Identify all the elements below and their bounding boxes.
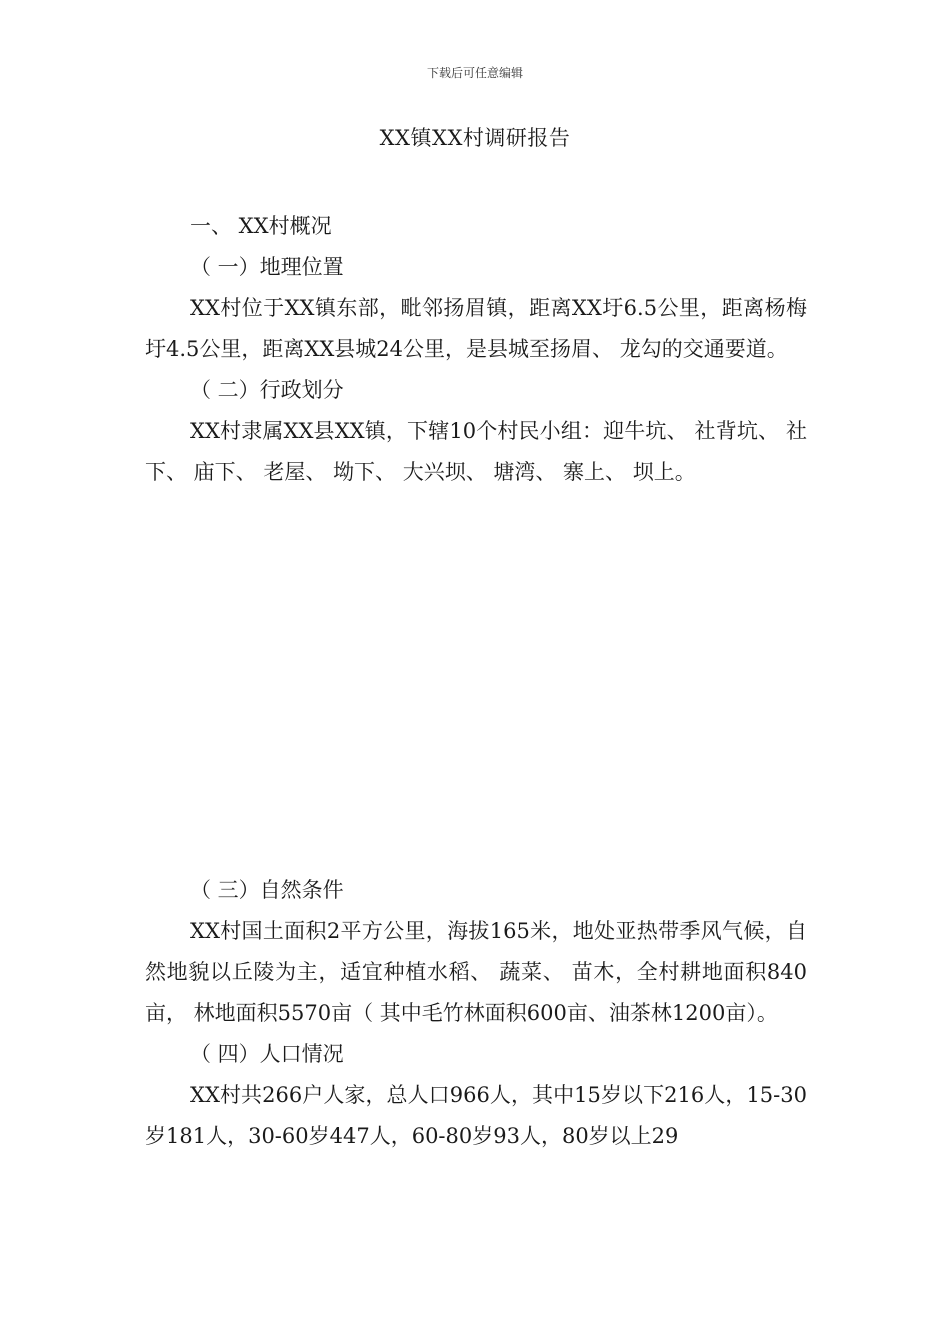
subsection-heading-administration: （ 二）行政划分 (190, 378, 344, 402)
subsection-heading-location: （ 一）地理位置 (190, 255, 344, 279)
subsection-heading-population: （ 四）人口情况 (190, 1042, 344, 1066)
subsection-heading-natural-conditions: （ 三）自然条件 (190, 878, 344, 902)
document-title: XX镇XX村调研报告 (379, 126, 571, 150)
paragraph-population: XX村共266户人家，总人口966人，其中15岁以下216人，15-30岁181人，30-60岁447人，60-80岁93人，80岁以上29 (145, 1083, 807, 1148)
paragraph-administration: XX村隶属XX县XX镇，下辖10个村民小组：迎牛坑、 社背坑、 社下、 庙下、 老屋、 坳下、 大兴坝、 塘湾、 寨上、 坝上。 (145, 419, 807, 484)
paragraph-natural-conditions: XX村国土面积2平方公里，海拔165米，地处亚热带季风气候，自然地貌以丘陵为主，适宜种植水稻、 蔬菜、 苗木，全村耕地面积840亩， 林地面积5570亩（ 其中毛竹林面积600亩、油茶林1200亩）。 (145, 919, 807, 1025)
content-block-upper (145, 206, 807, 493)
header-note: 下载后可任意编辑 (426, 66, 523, 80)
content-block-lower (145, 870, 807, 1157)
paragraph-location: XX村位于XX镇东部，毗邻扬眉镇，距离XX圩6.5公里，距离杨梅圩4.5公里，距离XX县城24公里，是县城至扬眉、 龙勾的交通要道。 (145, 296, 807, 361)
section-heading-overview: 一、 XX村概况 (190, 214, 332, 238)
